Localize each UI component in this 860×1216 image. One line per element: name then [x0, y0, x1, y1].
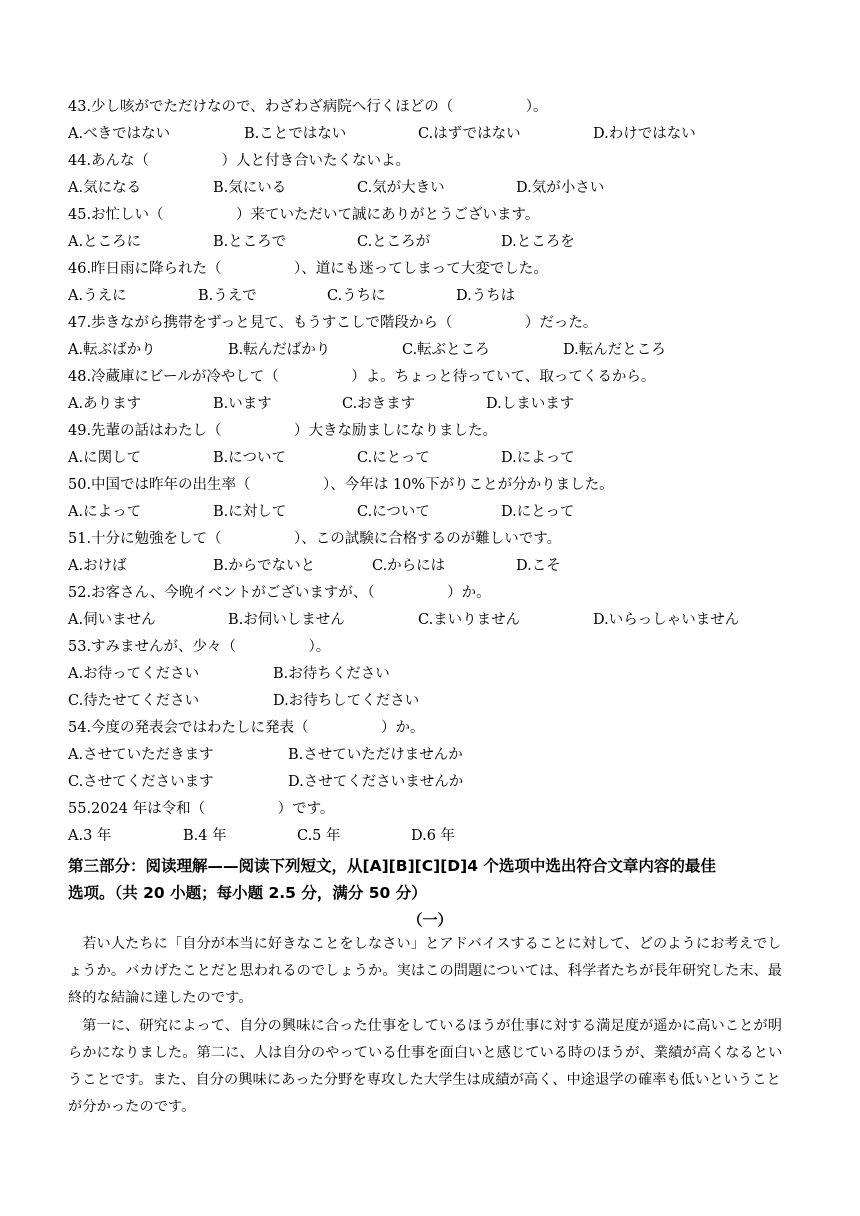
option-c: C.おきます — [342, 396, 416, 412]
question-54: 54.今度の発表会ではわたしに発表（ ）か。 — [68, 720, 425, 736]
passage-number: （一） — [407, 911, 453, 929]
question-47: 47.歩きながら携帯をずっと見て、もうすこしで階段から（ ）だった。 — [68, 315, 598, 331]
option-d: D.わけではない — [593, 126, 696, 142]
option-d: D.こそ — [516, 558, 561, 574]
option-a: A.べきではない — [68, 126, 171, 142]
option-c: C.からには — [372, 558, 446, 574]
passage-paragraph-1: 若い人たちに「自分が本当に好きなことをしなさい」とアドバイスすることに対して、どのようにお考えでしょうか。バカげたことだと思われるのでしょうか。実はこの問題については、科学者たちが長年研究した末、最終的な結論に達したのです。 — [68, 936, 783, 1006]
option-b: B.うえで — [198, 288, 257, 304]
option-a: A.転ぶばかり — [68, 342, 156, 358]
option-b: B.お伺いしません — [228, 612, 345, 628]
option-c: C.気が大きい — [357, 180, 445, 196]
option-c: C.うちに — [327, 288, 386, 304]
option-c: C.5 年 — [297, 828, 341, 844]
section-heading-line2: 选项。（共 20 小题；每小题 2.5 分，满分 50 分） — [68, 884, 427, 902]
option-b: B.気にいる — [213, 180, 287, 196]
option-a: A.あります — [68, 396, 142, 412]
option-c: C.にとって — [357, 450, 430, 466]
question-48: 48.冷蔵庫にビールが冷やして（ ）よ。ちょっと待っていて、取ってくるから。 — [68, 369, 656, 385]
option-c: C.について — [357, 504, 430, 520]
option-a: A.ところに — [68, 234, 142, 250]
section-heading-line1: 第三部分：阅读理解——阅读下列短文，从[A][B][C][D]4 个选项中选出符合文章内容的最佳 — [68, 857, 716, 875]
option-a: A.お待ってください — [68, 666, 200, 682]
option-d: D.によって — [501, 450, 575, 466]
option-b: B.させていただけませんか — [288, 747, 463, 763]
question-55: 55.2024 年は令和（ ）です。 — [68, 801, 335, 817]
question-52: 52.お客さん、今晩イベントがございますが、（ ）か。 — [68, 585, 491, 601]
option-a: A.気になる — [68, 180, 142, 196]
option-a: A.伺いません — [68, 612, 156, 628]
option-b: B.ところで — [213, 234, 287, 250]
passage-paragraph-2: 第一に、研究によって、自分の興味に合った仕事をしているほうが仕事に対する満足度が遥かに高いことが明らかになりました。第二に、人は自分のやっている仕事を面白いと感じている時のほうが、業績が高くなるということです。また、自分の興味にあった分野を専攻した大学生は成績が高く、中途退学の確率も低いということが分かったのです。 — [68, 1018, 783, 1115]
question-50: 50.中国では昨年の出生率（ ）、今年は 10%下がりことが分かりました。 — [68, 477, 614, 493]
option-b: B.に対して — [213, 504, 287, 520]
option-b: B.ことではない — [244, 126, 347, 142]
option-c: C.はずではない — [418, 126, 521, 142]
option-c: C.まいりません — [418, 612, 521, 628]
option-a: A.させていただきます — [68, 747, 214, 763]
option-b: B.からでないと — [213, 558, 316, 574]
question-53: 53.すみませんが、少々（ ）。 — [68, 639, 331, 655]
option-d: D.にとって — [501, 504, 575, 520]
option-d: D.気が小さい — [516, 180, 605, 196]
option-b: B.います — [213, 396, 272, 412]
option-a: A.に関して — [68, 450, 142, 466]
option-d: D.うちは — [456, 288, 516, 304]
option-c: C.ところが — [357, 234, 431, 250]
option-d: D.お待ちしてください — [273, 693, 420, 709]
question-46: 46.昨日雨に降られた（ ）、道にも迷ってしまって大変でした。 — [68, 261, 548, 277]
option-a: A.おけば — [68, 558, 127, 574]
question-43: 43.少し咳がでただけなので、わざわざ病院へ行くほどの（ ）。 — [68, 99, 548, 115]
option-c: C.させてくださいます — [68, 774, 214, 790]
option-b: B.転んだばかり — [228, 342, 331, 358]
question-49: 49.先輩の話はわたし（ ）大きな励ましになりました。 — [68, 423, 498, 439]
option-d: D.6 年 — [411, 828, 456, 844]
option-d: D.転んだところ — [563, 342, 666, 358]
option-d: D.ところを — [501, 234, 575, 250]
option-d: D.させてくださいませんか — [288, 774, 464, 790]
option-c: C.転ぶところ — [402, 342, 490, 358]
question-45: 45.お忙しい（ ）来ていただいて誠にありがとうございます。 — [68, 207, 540, 223]
question-44: 44.あんな（ ）人と付き合いたくないよ。 — [68, 153, 411, 169]
option-d: D.いらっしゃいません — [593, 612, 740, 628]
option-d: D.しまいます — [486, 396, 575, 412]
option-a: A.3 年 — [68, 828, 112, 844]
option-b: B.4 年 — [183, 828, 227, 844]
question-51: 51.十分に勉強をして（ ）、この試験に合格するのが難しいです。 — [68, 531, 562, 547]
option-b: B.について — [213, 450, 286, 466]
option-a: A.によって — [68, 504, 142, 520]
option-c: C.待たせてください — [68, 693, 200, 709]
option-b: B.お待ちください — [273, 666, 390, 682]
option-a: A.うえに — [68, 288, 127, 304]
